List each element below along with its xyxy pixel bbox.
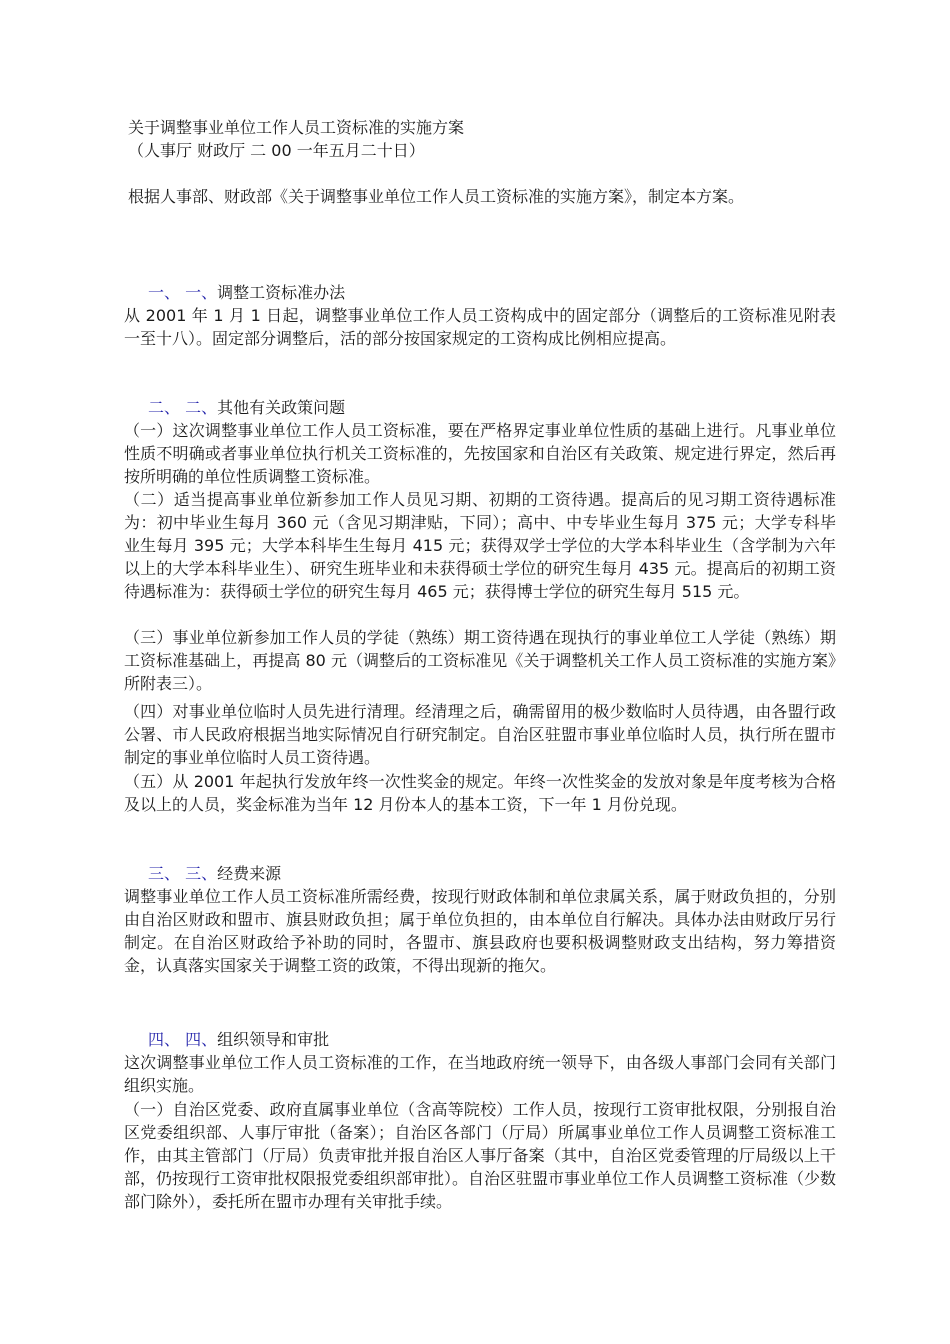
section-number-2: 二、 二、 bbox=[148, 398, 218, 417]
section-4-paragraph-1: 这次调整事业单位工作人员工资标准的工作，在当地政府统一领导下，由各级人事部门会同有关部门组织实施。 bbox=[124, 1053, 836, 1095]
section-title-4: 组织领导和审批 bbox=[217, 1030, 330, 1049]
section-title-2: 其他有关政策问题 bbox=[217, 398, 346, 417]
section-3-paragraph-1: 调整事业单位工作人员工资标准所需经费，按现行财政体制和单位隶属关系，属于财政负担的，分别由自治区财政和盟市、旗县财政负担；属于单位负担的，由本单位自行解决。具体办法由财政厅另行制定。在自治区财政给予补助的同时，各盟市、旗县政府也要积极调整财政支出结构，努力筹措资金，认真落实国家关于调整工资的政策，不得出现新的拖欠。 bbox=[124, 887, 836, 975]
section-number-1: 一、 一、 bbox=[148, 283, 218, 302]
intro-paragraph: 根据人事部、财政部《关于调整事业单位工作人员工资标准的实施方案》，制定本方案。 bbox=[128, 187, 745, 206]
section-2-paragraph-5: （五）从 2001 年起执行发放年终一次性奖金的规定。年终一次性奖金的发放对象是年度考核为合格及以上的人员，奖金标准为当年 12 月份本人的基本工资，下一年 1 月份兑现。 bbox=[124, 772, 836, 814]
section-number-3: 三、 三、 bbox=[148, 864, 218, 883]
section-heading-1 bbox=[148, 281, 345, 304]
section-2-paragraph-4: （四）对事业单位临时人员先进行清理。经清理之后，确需留用的极少数临时人员待遇，由各盟行政公署、市人民政府根据当地实际情况自行研究制定。自治区驻盟市事业单位临时人员，执行所在盟市制定的事业单位临时人员工资待遇。 bbox=[124, 702, 836, 767]
section-2-paragraph-1: （一）这次调整事业单位工作人员工资标准，要在严格界定事业单位性质的基础上进行。凡事业单位性质不明确或者事业单位执行机关工资标准的，先按国家和自治区有关政策、规定进行界定，然后再按所明确的单位性质调整工资标准。 bbox=[124, 421, 836, 486]
issuer-line: （人事厅 财政厅 二 00 一年五月二十日） bbox=[128, 141, 425, 160]
section-2-paragraph-3: （三）事业单位新参加工作人员的学徒（熟练）期工资待遇在现执行的事业单位工人学徒（熟练）期工资标准基础上，再提高 80 元（调整后的工资标准见《关于调整机关工作人员工资标准的实施方案》所附表三）。 bbox=[124, 628, 836, 693]
section-number-4: 四、 四、 bbox=[148, 1030, 218, 1049]
section-2-paragraph-2: （二）适当提高事业单位新参加工作人员见习期、初期的工资待遇。提高后的见习期工资待遇标准为：初中毕业生每月 360 元（含见习期津贴，下同）；高中、中专毕业生每月 375 元；大学专科毕业生每月 395 元；大学本科毕生生每月 415 元；获得双学士学位的大学本科毕业生（含学制为六年以上的大学本科毕业生）、研究生班毕业和未获得硕士学位的研究生每月 435 元。提高后的初期工资待遇标准为：获得硕士学位的研究生每月 465 元；获得博士学位的研究生每月 515 元。 bbox=[124, 490, 836, 601]
section-4-paragraph-2: （一）自治区党委、政府直属事业单位（含高等院校）工作人员，按现行工资审批权限，分别报自治区党委组织部、人事厅审批（备案）；自治区各部门（厅局）所属事业单位工作人员调整工资标准工作，由其主管部门（厅局）负责审批并报自治区人事厅备案（其中，自治区党委管理的厅局级以上干部，仍按现行工资审批权限报党委组织部审批）。自治区驻盟市事业单位工作人员调整工资标准（少数部门除外），委托所在盟市办理有关审批手续。 bbox=[124, 1100, 837, 1211]
section-heading-2 bbox=[148, 396, 345, 419]
document-title: 关于调整事业单位工作人员工资标准的实施方案 bbox=[128, 118, 465, 137]
section-heading-4 bbox=[148, 1028, 329, 1051]
section-title-3: 经费来源 bbox=[217, 864, 282, 883]
section-1-paragraph-1: 从 2001 年 1 月 1 日起，调整事业单位工作人员工资构成中的固定部分（调整后的工资标准见附表一至十八）。固定部分调整后，活的部分按国家规定的工资构成比例相应提高。 bbox=[124, 306, 836, 348]
section-heading-3 bbox=[148, 862, 281, 885]
section-title-1: 调整工资标准办法 bbox=[217, 283, 346, 302]
